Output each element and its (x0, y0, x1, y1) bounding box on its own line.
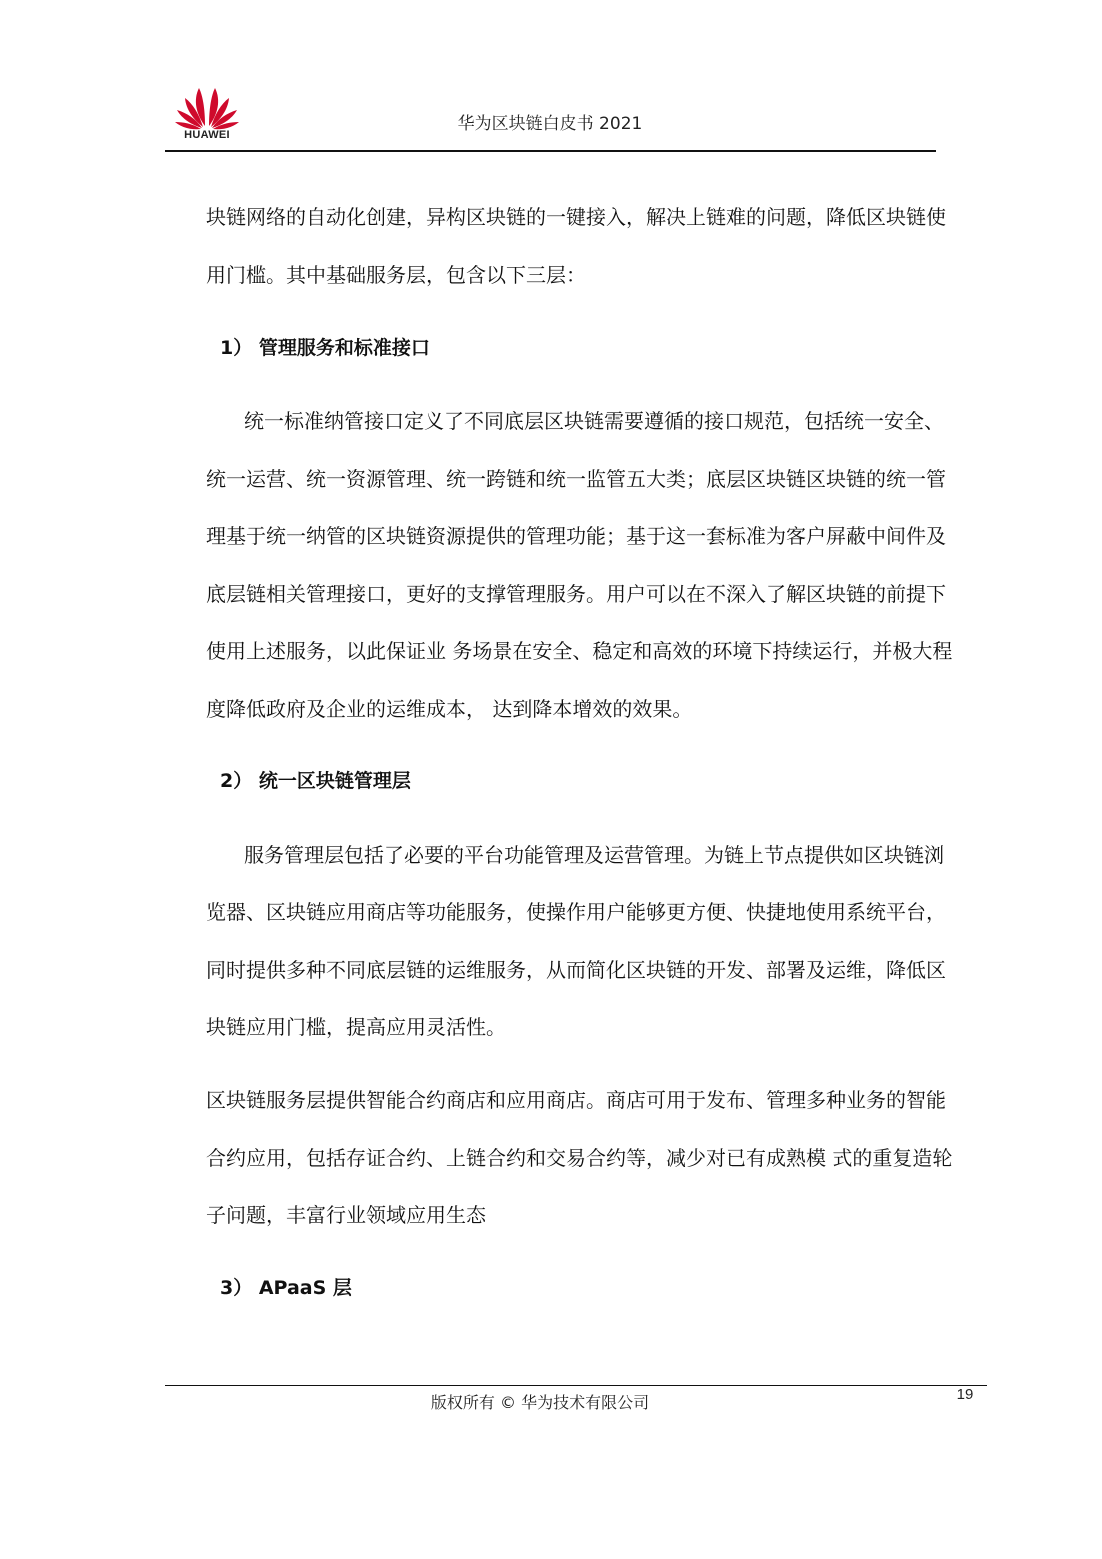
paragraph-line: 理基于统一纳管的区块链资源提供的管理功能；基于这一套标准为客户屏蔽中间件及 (206, 524, 946, 548)
huawei-logo (172, 84, 242, 144)
paragraph-line: 同时提供多种不同底层链的运维服务，从而简化区块链的开发、部署及运维，降低区 (206, 958, 946, 982)
paragraph-line: 度降低政府及企业的运维成本， 达到降本增效的效果。 (206, 697, 693, 721)
paragraph-line: 统一标准纳管接口定义了不同底层区块链需要遵循的接口规范，包括统一安全、 (244, 409, 944, 433)
paragraph-line: 使用上述服务，以此保证业 务场景在安全、稳定和高效的环境下持续运行，并极大程 (206, 639, 953, 663)
footer-divider (165, 1385, 987, 1386)
paragraph-line: 子问题，丰富行业领域应用生态 (206, 1203, 486, 1227)
paragraph-line: 统一运营、统一资源管理、统一跨链和统一监管五大类；底层区块链区块链的统一管 (206, 467, 946, 491)
page-number: 19 (956, 1386, 974, 1403)
copyright-notice: 版权所有 © 华为技术有限公司 (430, 1393, 650, 1412)
section-heading-3: 3） APaaS 层 (220, 1277, 352, 1299)
document-title: 华为区块链白皮书 2021 (457, 114, 643, 134)
section-heading-1: 1） 管理服务和标准接口 (220, 337, 430, 359)
huawei-petals-icon (172, 84, 242, 130)
paragraph-line: 块链应用门槛，提高应用灵活性。 (206, 1015, 506, 1039)
header-divider (165, 150, 936, 152)
paragraph-line: 览器、区块链应用商店等功能服务，使操作用户能够更方便、快捷地使用系统平台， (206, 900, 946, 924)
paragraph-line: 区块链服务层提供智能合约商店和应用商店。商店可用于发布、管理多种业务的智能 (206, 1088, 946, 1112)
intro-line: 用门槛。其中基础服务层，包含以下三层： (206, 263, 586, 287)
intro-line: 块链网络的自动化创建，异构区块链的一键接入，解决上链难的问题，降低区块链使 (206, 205, 946, 229)
paragraph-line: 底层链相关管理接口，更好的支撑管理服务。用户可以在不深入了解区块链的前提下 (206, 582, 946, 606)
paragraph-line: 合约应用，包括存证合约、上链合约和交易合约等，减少对已有成熟模 式的重复造轮 (206, 1146, 953, 1170)
huawei-logo-text: HUAWEI (184, 129, 230, 141)
paragraph-line: 服务管理层包括了必要的平台功能管理及运营管理。为链上节点提供如区块链浏 (244, 843, 944, 867)
section-heading-2: 2） 统一区块链管理层 (220, 770, 411, 792)
